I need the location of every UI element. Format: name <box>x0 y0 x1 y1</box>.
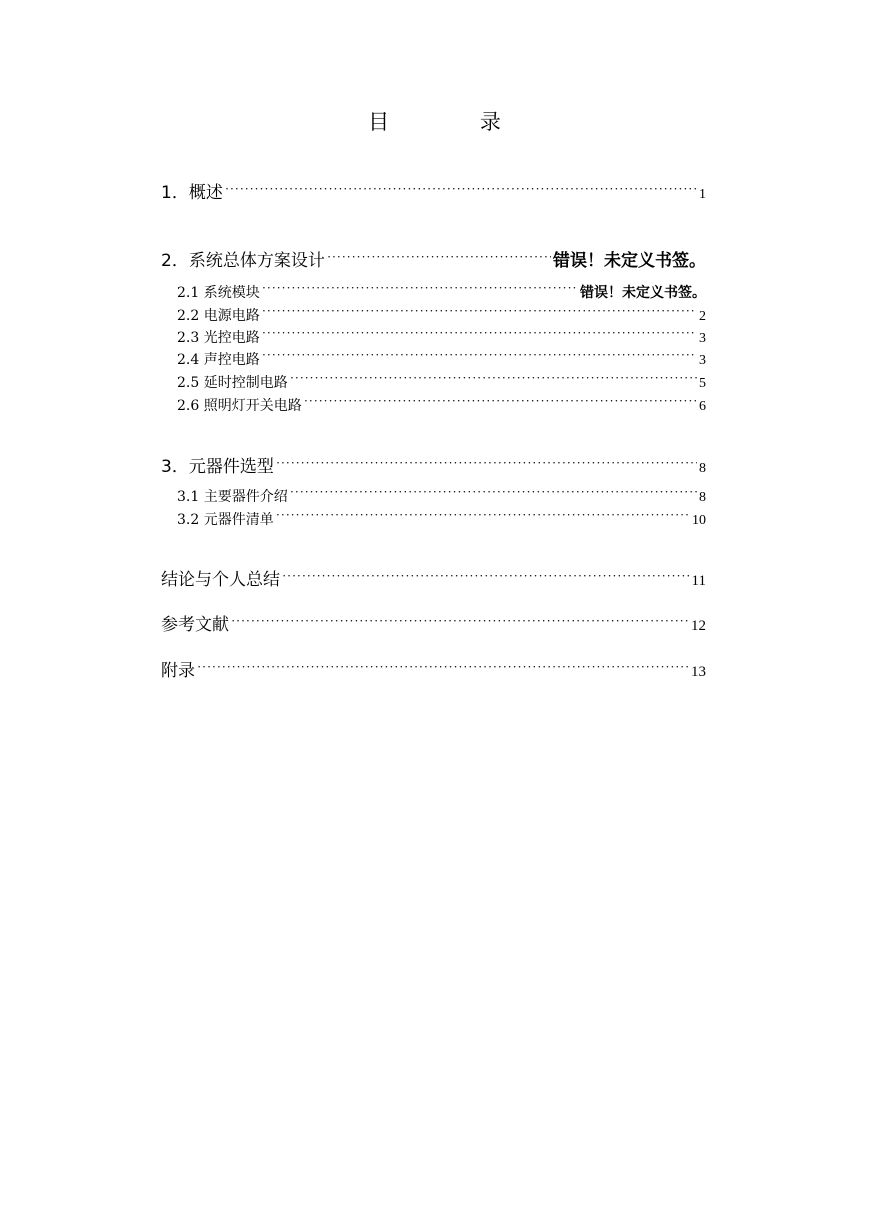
leader-dots <box>262 306 697 320</box>
toc-entry-page: 10 <box>692 513 706 528</box>
toc-entry-label: 2.6 照明灯开关电路 <box>177 398 302 414</box>
toc-entry-error: 错误！未定义书签。 <box>553 251 706 271</box>
toc-entry-label: 附录 <box>161 661 195 681</box>
leader-dots <box>262 283 578 297</box>
toc-entry-page: 13 <box>691 664 706 680</box>
toc-entry-error: 错误！未定义书签。 <box>580 285 706 301</box>
toc-entry-page: 12 <box>691 618 706 634</box>
toc-entry[interactable] <box>177 305 706 325</box>
toc-entry-page: 8 <box>699 490 706 505</box>
toc-entry[interactable] <box>161 656 706 681</box>
toc-entry[interactable] <box>161 452 706 477</box>
toc-entry[interactable] <box>177 372 706 392</box>
toc-entry-label: 2．系统总体方案设计 <box>161 251 325 271</box>
toc-entry-label: 2.4 声控电路 <box>177 352 260 368</box>
toc-entry-label: 1．概述 <box>161 183 223 203</box>
toc-entry-page: 5 <box>699 376 706 391</box>
leader-dots <box>282 568 690 585</box>
toc-entry-page: 1 <box>699 187 706 202</box>
leader-dots <box>290 373 697 387</box>
toc-entry[interactable] <box>177 349 706 369</box>
toc-entry-page: 2 <box>699 309 706 324</box>
toc-entry-page: 3 <box>699 353 706 368</box>
toc-entry[interactable] <box>161 178 706 203</box>
toc-entry-label: 2.5 延时控制电路 <box>177 375 288 391</box>
toc-entry-label: 结论与个人总结 <box>161 570 280 590</box>
toc-entry[interactable] <box>177 327 706 347</box>
toc-entry-label: 2.1 系统模块 <box>177 285 260 301</box>
toc-entry-page: 6 <box>699 399 706 414</box>
toc-entry[interactable] <box>161 565 706 590</box>
leader-dots <box>262 328 697 342</box>
toc-entry-label: 3.1 主要器件介绍 <box>177 489 288 505</box>
leader-dots <box>327 249 551 266</box>
leader-dots <box>290 487 697 501</box>
leader-dots <box>225 181 697 198</box>
toc-entry-label: 3.2 元器件清单 <box>177 512 274 528</box>
toc-entry[interactable] <box>177 395 706 415</box>
toc-entry[interactable] <box>177 282 706 302</box>
toc-entry[interactable] <box>161 610 706 635</box>
toc-entry-label: 2.3 光控电路 <box>177 330 260 346</box>
toc-entry[interactable] <box>161 246 706 271</box>
leader-dots <box>197 659 689 676</box>
toc-entry-page: 8 <box>699 461 706 476</box>
toc-entry[interactable] <box>177 509 706 529</box>
leader-dots <box>231 613 689 630</box>
leader-dots <box>276 455 697 472</box>
toc-entry-page: 3 <box>699 331 706 346</box>
leader-dots <box>262 350 697 364</box>
leader-dots <box>304 396 697 410</box>
leader-dots <box>276 510 690 524</box>
toc-entry-label: 参考文献 <box>161 615 229 635</box>
toc-entry-label: 3．元器件选型 <box>161 457 274 477</box>
toc-entry[interactable] <box>177 486 706 506</box>
toc-entry-page: 11 <box>691 573 706 589</box>
toc-title: 目 录 <box>368 110 543 134</box>
toc-entry-label: 2.2 电源电路 <box>177 308 260 324</box>
